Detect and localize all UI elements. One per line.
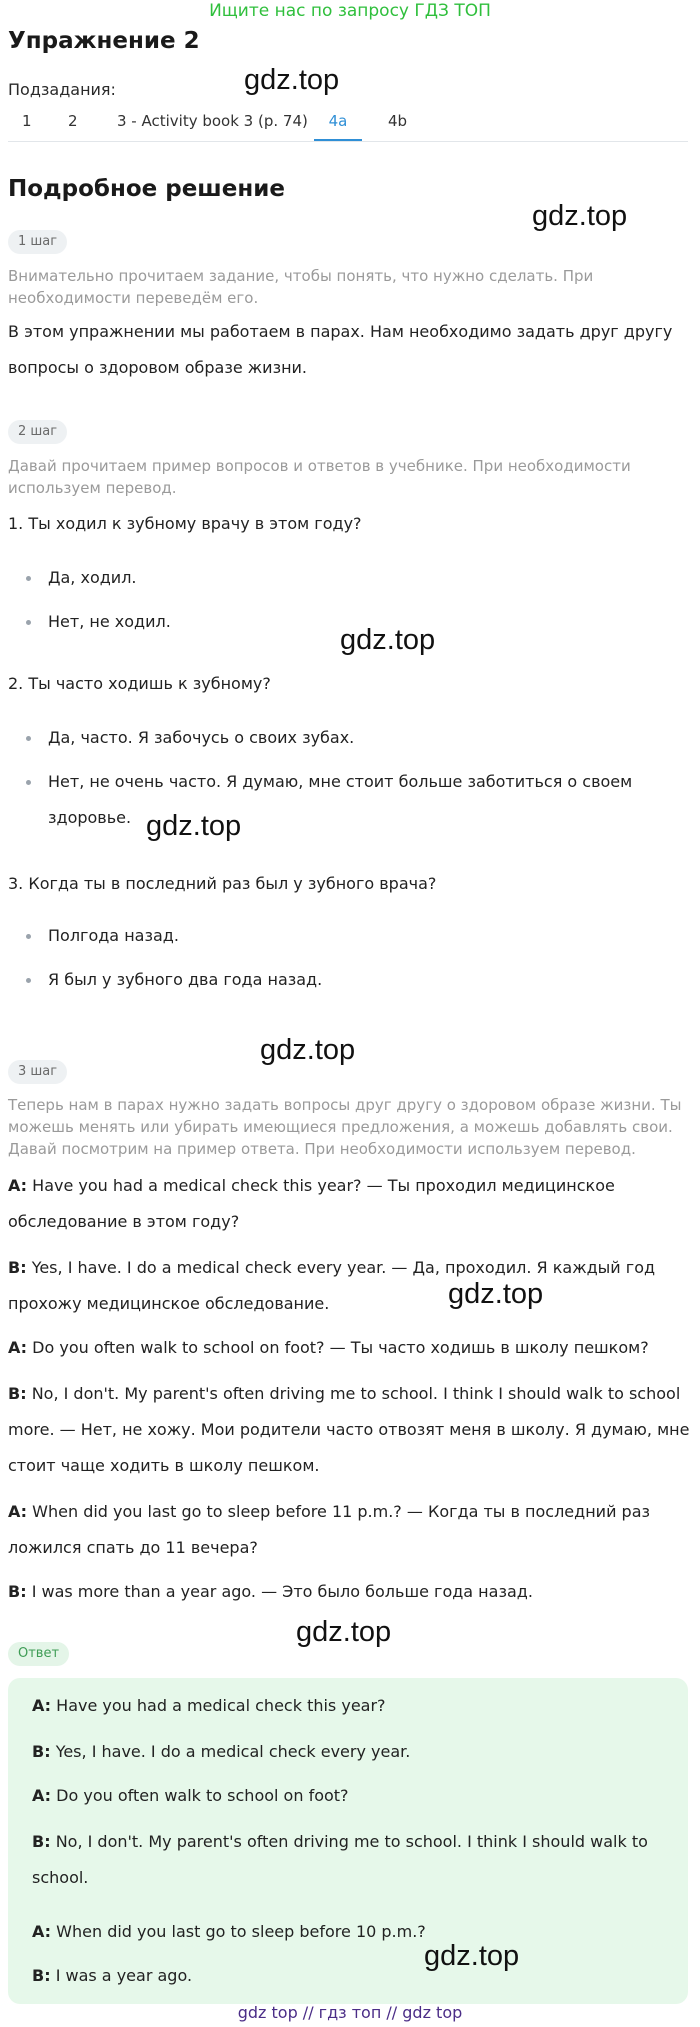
answer-line: A: Do you often walk to school on foot? — [32, 1786, 349, 1805]
step-3-hint: Теперь нам в парах нужно задать вопросы друг другу о здоровом образе жизни. Ты можешь менять или убирать имеющиеся предложения, а можешь добавлять свои. Давай посмотрим на пример ответа. При необходимости используем перевод. — [8, 1096, 682, 1158]
watermark: gdz.top — [296, 1616, 392, 1648]
tab-4b[interactable]: 4b — [388, 112, 408, 130]
dialog-line: A: Do you often walk to school on foot? — Ты часто ходишь в школу пешком? — [8, 1338, 649, 1357]
watermark: gdz.top — [448, 1278, 544, 1310]
page-title: Упражнение 2 — [8, 28, 200, 54]
tab-2[interactable]: 2 — [68, 112, 78, 130]
tab-1[interactable]: 1 — [22, 112, 32, 130]
tab-4a[interactable]: 4a — [314, 107, 362, 141]
subtask-tabs — [8, 107, 688, 142]
list-item: Полгода назад. — [26, 918, 668, 954]
list-item: Да, ходил. — [26, 560, 668, 596]
watermark: gdz.top — [260, 1034, 356, 1066]
watermark: gdz.top — [532, 200, 628, 232]
tab-3-activity-book[interactable]: 3 - Activity book 3 (p. 74) — [117, 112, 308, 130]
solution-heading: Подробное решение — [8, 176, 285, 202]
watermark: gdz.top — [146, 810, 242, 842]
answer-line: B: No, I don't. My parent's often driving me to school. I think I should walk to school. — [32, 1832, 648, 1887]
list-item: Да, часто. Я забочусь о своих зубах. — [26, 720, 668, 756]
step-1-badge: 1 шаг — [8, 230, 67, 254]
question-3: 3. Когда ты в последний раз был у зубного врача? — [8, 874, 437, 893]
list-item: Нет, не очень часто. Я думаю, мне стоит больше заботиться о своем здоровье. — [26, 764, 668, 836]
watermark: gdz.top — [244, 64, 340, 96]
step-1-hint: Внимательно прочитаем задание, чтобы понять, что нужно сделать. При необходимости переведём его. — [8, 267, 594, 307]
dialog-line: A: Have you had a medical check this year? — Ты проходил медицинское обследование в этом году? — [8, 1176, 615, 1231]
step-1-text: В этом упражнении мы работаем в парах. Нам необходимо задать друг другу вопросы о здоровом образе жизни. — [8, 322, 673, 377]
watermark: gdz.top — [340, 624, 436, 656]
footer-links[interactable]: gdz top // гдз топ // gdz top — [237, 2003, 463, 2022]
search-banner: Ищите нас по запросу ГДЗ ТОП — [209, 1, 491, 21]
step-3-badge: 3 шаг — [8, 1060, 67, 1084]
list-item: Нет, не ходил. — [26, 604, 668, 640]
dialog-line: B: Yes, I have. I do a medical check every year. — Да, проходил. Я каждый год прохожу медицинское обследование. — [8, 1258, 656, 1313]
answer-badge: Ответ — [8, 1642, 69, 1666]
watermark: gdz.top — [424, 1940, 520, 1972]
subtasks-label: Подзадания: — [8, 80, 116, 99]
answer-line: B: I was a year ago. — [32, 1966, 193, 1985]
list-item: Я был у зубного два года назад. — [26, 962, 668, 998]
answer-line: B: Yes, I have. I do a medical check every year. — [32, 1742, 411, 1761]
step-2-badge: 2 шаг — [8, 420, 67, 444]
answer-box — [8, 1678, 688, 2004]
answer-line: A: When did you last go to sleep before 10 p.m.? — [32, 1922, 426, 1941]
question-2: 2. Ты часто ходишь к зубному? — [8, 674, 271, 693]
answer-line: A: Have you had a medical check this year? — [32, 1696, 386, 1715]
dialog-line: B: I was more than a year ago. — Это было больше года назад. — [8, 1582, 533, 1601]
dialog-line: A: When did you last go to sleep before 11 p.m.? — Когда ты в последний раз ложился спать до 11 вечера? — [8, 1502, 651, 1557]
question-1: 1. Ты ходил к зубному врачу в этом году? — [8, 514, 362, 533]
step-2-hint: Давай прочитаем пример вопросов и ответов в учебнике. При необходимости используем перевод. — [8, 457, 631, 497]
dialog-line: B: No, I don't. My parent's often driving me to school. I think I should walk to school more. — Нет, не хожу. Мои родители часто отвозят меня в школу. Я думаю, мне стоит чаще ходить в школу пешком. — [8, 1384, 690, 1475]
